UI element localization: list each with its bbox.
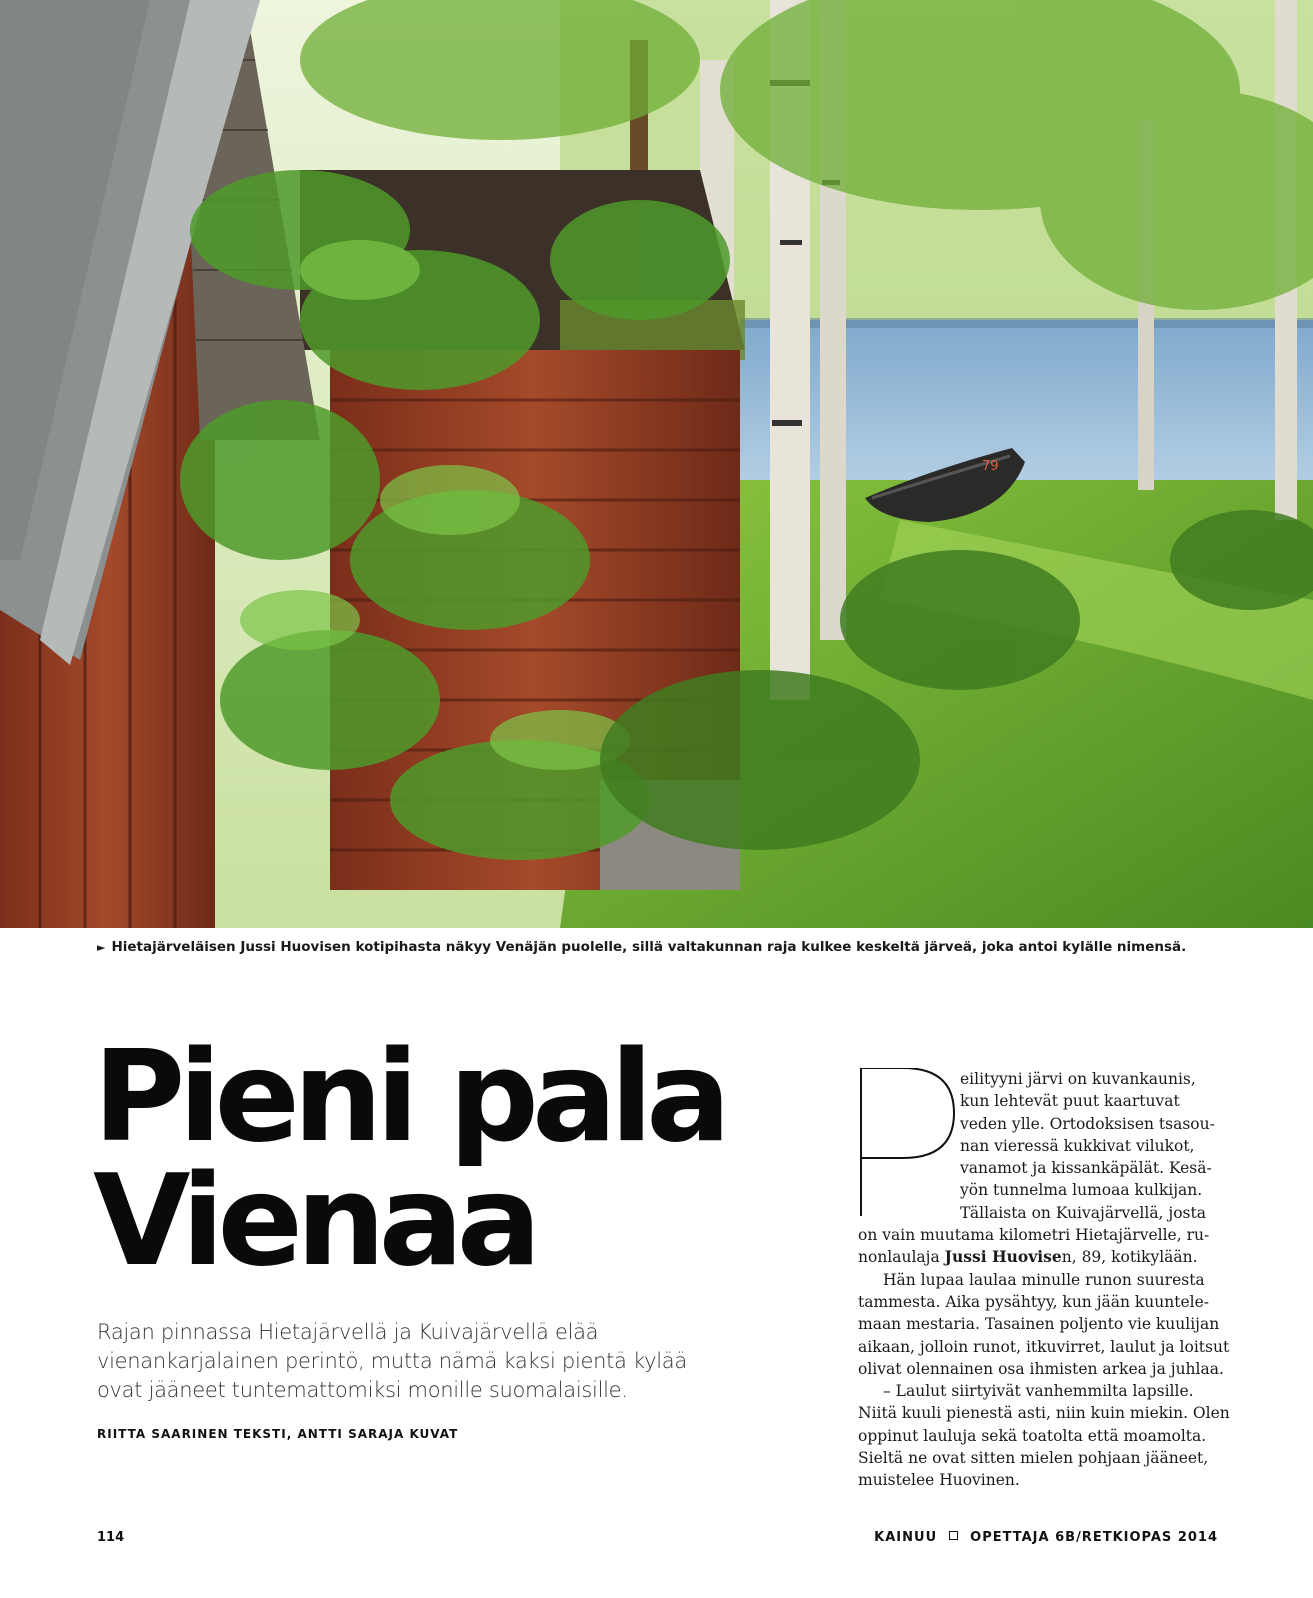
body-line: – Laulut siirtyivät vanhemmilta lapsille. (883, 1382, 1194, 1401)
body-line (858, 1246, 1218, 1268)
body-line: on vain muutama kilometri Hietajärvelle, ru- (858, 1226, 1210, 1245)
body-text-fragment: nonlaulaja (858, 1248, 945, 1267)
body-line: tammesta. Aika pysähtyy, kun jään kuuntele- (858, 1292, 1210, 1311)
body-line: maan mestaria. Tasainen poljento vie kuulijan (858, 1315, 1220, 1334)
headline (93, 1023, 793, 1294)
body-line: nan vieressä kukkivat vilukot, (960, 1136, 1195, 1155)
body-line: Niitä kuuli pienestä asti, niin kuin miekin. Olen (858, 1404, 1230, 1423)
lead-paragraph: Rajan pinnassa Hietajärvellä ja Kuivajärvellä elää vienankarjalainen perintö, mutta nämä kaksi pientä kylää ovat jääneet tuntemattomiksi monille suomalaisille. (97, 1320, 687, 1402)
publication-name: OPETTAJA 6B/RETKIOPAS 2014 (970, 1530, 1218, 1545)
body-line: olivat olennainen osa ihmisten arkea ja juhlaa. (858, 1359, 1224, 1378)
square-separator-icon (949, 1531, 958, 1540)
body-line: yön tunnelma lumoaa kulkijan. (960, 1181, 1203, 1200)
body-line: oppinut lauluja sekä toatolta että moamolta. (858, 1426, 1207, 1445)
dropcap-letter: P (858, 1068, 859, 1069)
boat-number: 79 (982, 459, 999, 474)
headline-line-1: Pieni pala (93, 1023, 725, 1170)
body-line: Sieltä ne ovat sitten mielen pohjaan jääneet, (858, 1449, 1209, 1468)
body-text-fragment: n, 89, kotikylään. (1061, 1248, 1198, 1267)
byline: RIITTA SAARINEN TEKSTI, ANTTI SARAJA KUVAT (97, 1427, 459, 1441)
caption-text: Hietajärveläisen Jussi Huovisen kotipihasta näkyy Venäjän puolelle, sillä valtakunnan raja kulkee keskeltä järveä, joka antoi kylälle nimensä. (111, 939, 1187, 955)
headline-line-2: Vienaa (93, 1147, 535, 1294)
body-line: muistelee Huovinen. (858, 1471, 1020, 1490)
caption-arrow-icon: ► (97, 941, 106, 954)
page-number: 114 (97, 1530, 125, 1545)
body-column (858, 1068, 1230, 1492)
person-name: Jussi Huovise (944, 1247, 1062, 1267)
body-line: veden ylle. Ortodoksisen tsasou- (960, 1114, 1215, 1133)
body-line: eilityyni järvi on kuvankaunis, (960, 1070, 1196, 1088)
section-name: KAINUU (874, 1530, 938, 1545)
body-line: kun lehtevät puut kaartuvat (960, 1092, 1180, 1111)
body-line: Hän lupaa laulaa minulle runon suuresta (883, 1270, 1205, 1289)
photo-caption (97, 939, 1227, 955)
body-line: vanamot ja kissankäpälät. Kesä- (960, 1159, 1212, 1178)
body-line: aikaan, jolloin runot, itkuvirret, laulut ja loitsut (858, 1337, 1230, 1356)
running-footer (874, 1530, 1218, 1545)
body-line: Tällaista on Kuivajärvellä, josta (960, 1203, 1206, 1222)
